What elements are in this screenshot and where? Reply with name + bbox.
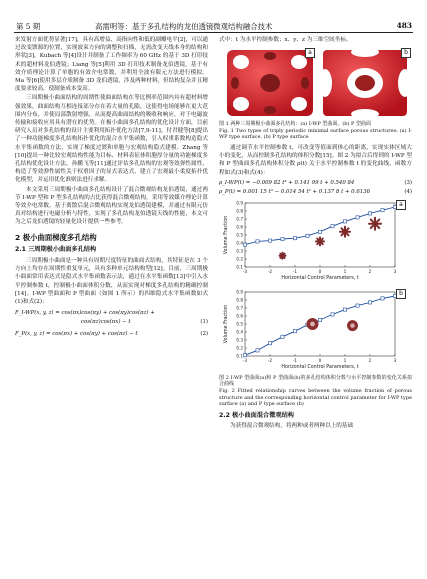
section-2-heading: 2 极小曲面梯度多孔结构 (15, 232, 97, 242)
y-tick-label: 0.3 (236, 337, 243, 343)
figure-2-caption-en: Fig. 2 Fitted relationship curves between the volume fraction of porous structure and the corresponding horizontal control parameter for I-WP type surface (a) and P type surface (b) (219, 387, 412, 408)
y-tick-label: 0.6 (236, 313, 243, 319)
data-point (343, 308, 346, 311)
iwp-cell-thumbnail (340, 227, 350, 237)
x-tick-label: 2 (368, 268, 372, 274)
data-point (331, 313, 334, 316)
equation-2-text: F_P(x, y, z) = cos(πx) + cos(πy) + cos(πz) − t (15, 331, 138, 338)
x-tick-label: -1 (292, 357, 298, 363)
y-tick-label: 0.7 (236, 305, 243, 311)
data-point (381, 208, 384, 211)
data-point (331, 224, 334, 227)
y-tick-label: 0.8 (236, 208, 243, 214)
data-point (256, 240, 259, 243)
iwp-cell-thumbnail (369, 218, 381, 230)
data-point (381, 297, 384, 300)
x-tick-label: 3 (393, 357, 397, 363)
equation-1-line-2 (15, 318, 208, 327)
p-cell-pore (310, 321, 315, 326)
x-tick-label: -1 (292, 268, 298, 274)
data-point (281, 335, 284, 338)
data-point (293, 329, 296, 332)
data-point (318, 230, 321, 233)
y-tick-label: 0.1 (236, 264, 243, 270)
y-tick-label: 0.2 (236, 256, 243, 262)
equation-3 (219, 179, 412, 188)
data-point (268, 239, 271, 242)
tpms-paragraph: 三周期极小曲面结构的周期性使曲面结构在等比例率范围内具有超材料增强效果，曲面结构互相连接部分存在着大量的孔隙，这使得电场能够在更大范围内分布，并使局部散射增强，从而提高曲面结构的吸收和响应，对于电磁波传输和接收应用具有潜在的优势。在极小曲面多孔结构的优化设计方面，目前研究人员对多孔结构的设计主要利用拓扑优化方法[7,9-11]。付君健等[8]提出了一种功能梯度多孔结构拓扑优化的混合水平集函数，引入权重系数构造隐式水平集函数的方法，实现了梯度过渡和单胞与宏观结构隐式建模。Zhang 等[10]提出一种比较宏观结构性能为目标、材料表征体积胞厚分量的功能梯度多孔结构优化设计方法，孙鹏飞等[11]通过评估多孔结构的宏观等效弹性属性，构造了等效弹性属性关于权重因子的显式表达式，建立了宏观最小柔度拓扑优化模型，并运用优化准则法进行求解。 (15, 95, 208, 184)
y-tick-label: 0.7 (236, 216, 243, 222)
x-tick-label: 2 (368, 357, 372, 363)
figure-2 (219, 199, 412, 375)
y-tick-label: 0.8 (236, 297, 243, 303)
data-point (368, 212, 371, 215)
p-cell-pore (350, 323, 354, 327)
x-tick-label: 3 (393, 268, 397, 274)
x-tick-label: -3 (242, 268, 248, 274)
data-point (318, 318, 321, 321)
data-point (268, 341, 271, 344)
data-point (306, 234, 309, 237)
x-tick-label: -2 (267, 357, 273, 363)
equation-2 (15, 330, 208, 339)
issue-label: 第 5 期 (16, 22, 41, 31)
y-tick-label: 0.4 (236, 240, 243, 246)
page-number: 483 (396, 21, 412, 30)
data-point (243, 243, 246, 246)
equation-3-text: ρ_I-WP(t) = −0.009 82 t³ + 0.141 99 t + 0.540 84 (219, 179, 355, 186)
y-tick-label: 0.2 (236, 345, 243, 351)
x-axis-label: Horizontal Control Parameters, t (281, 275, 359, 281)
header-rule (14, 32, 413, 33)
variable-definition: 式中：t 为水平控制参数；x、y、z 为三维空间坐标。 (219, 37, 352, 43)
equation-3-number: (3) (404, 179, 412, 186)
y-tick-label: 0.5 (236, 232, 243, 238)
equation-1-text: F_I-WP(x, y, z) = cos(πx)cos(πy) + cos(πy)cos(πz) + (15, 310, 155, 317)
iwp-cell-thumbnail (316, 237, 324, 245)
equation-1-number: (1) (200, 319, 208, 326)
figure-2-tag-a: a (396, 200, 406, 210)
figure-1-tag-b: b (401, 48, 411, 58)
figure-2-tag-b: b (396, 289, 406, 299)
method-paragraph: 本文采用三周期极小曲面多孔结构设计了混合微观结构龙伯透镜，通过两节 I-WP 型和 P 型多孔结构的占比获得混合微观结构，采用等效媒介理论计算等效介电常数，基于离散后混合微观结构实现龙伯透镜建模，并通过有限元仿真对结构进行电磁分析与特性，实现了多孔结构龙伯透镜天线的性能，本文可为之后龙伯透镜的轻量化设计提供一些参考。 (15, 186, 208, 226)
section-2-2-heading: 2.2 极小曲面混合微观结构 (219, 411, 294, 419)
y-tick-label: 0.1 (236, 353, 243, 359)
y-tick-label: 0.9 (236, 289, 243, 295)
equation-1-line-1 (15, 309, 208, 318)
data-point (293, 236, 296, 239)
running-title: 高需明等：基于多孔结构的龙伯透镜微观结构融合技术 (95, 22, 273, 31)
y-tick-label: 0.4 (236, 329, 243, 335)
y-axis-label: Volume Fraction (224, 304, 229, 344)
p-structure-image (318, 47, 412, 119)
iwp-structure-image (227, 50, 313, 116)
x-tick-label: -2 (267, 268, 273, 274)
volume-fraction-paragraph: 通过调节水平控制参数 t，可改变等值面到体心的距离，实现实体区域大小的变化，从而控制多孔结构的体积分数[15]。图 2 为拟合后得到的 I-WP 型和 P 型曲面多孔结构体积分数 ρ(t) 关于水平控制参数 t 的变化曲线，函数方程如式(3)和式(4)： (219, 144, 412, 176)
data-point (256, 349, 259, 352)
y-tick-label: 0.3 (236, 248, 243, 254)
x-tick-label: 1 (343, 268, 347, 274)
section-2-1-heading: 2.1 三周期极小曲面多孔结构 (15, 245, 97, 253)
figure-2-caption-cn: 图 2 I-WP 型曲面(a)和 P 型曲面(b)的多孔结构体积分数与水平控制参数的变化关系拟合曲线 (219, 374, 412, 388)
data-point (343, 220, 346, 223)
left-column (15, 36, 208, 339)
implicit-function-paragraph: 三周期极小曲面是一种具有周期尺度特征的曲面式结构，其特征是在 3 个方向上均存在周期性重复单元，具有多种单元结构构型[12]。目前，三周期极小曲面常用表达式是隐式水平集函数表示法，通过在水平集函数[13]中引入水平控制参数 t，控制极小曲面体积分数，从而实现对梯度多孔结构的精确控制[14]。I-WP 型曲面和 P 型曲面（如图 1 所示）的四维隐式水平集函数如式(1)和式(2)： (15, 258, 208, 306)
x-tick-label: 0 (318, 357, 322, 363)
equation-2-number: (2) (200, 331, 208, 338)
iwp-cell-thumbnail (280, 253, 286, 259)
data-point (281, 237, 284, 240)
equation-4-text: ρ_P(t) = 0.001 15 t³ − 0.014 54 t² + 0.137 8 t + 0.6136 (219, 188, 371, 195)
y-tick-label: 0.9 (236, 200, 243, 206)
figure-2-charts (219, 199, 412, 375)
equation-1-continuation: cos(πz)cos(πx) − t (81, 319, 131, 326)
data-point (368, 301, 371, 304)
data-point (356, 304, 359, 307)
x-tick-label: 0 (318, 268, 322, 274)
data-point (356, 216, 359, 219)
y-tick-label: 0.6 (236, 224, 243, 230)
x-tick-label: 1 (343, 357, 347, 363)
x-axis-label: Horizontal Control Parameters, t (281, 364, 359, 370)
figure-1-caption-en: Fig. 1 Two types of triply periodic minimal surface porous structures: (a) I-WP type surface, (b) P type surface (219, 127, 412, 141)
figure-1-tag-a: a (305, 48, 315, 58)
right-column (219, 36, 412, 430)
equation-4 (219, 188, 412, 197)
figure-1-caption-cn: 图 1 两种三周期极小曲面多孔结构：(a) I-WP 型曲面，(b) P 型曲面 (219, 121, 371, 128)
y-axis-label: Volume Fraction (224, 215, 229, 255)
figure-1-graphics (219, 46, 412, 120)
hybrid-structure-paragraph: 为获得混合微观结构，将两种或者两种以上的基础 (230, 422, 354, 429)
fitted-curve (245, 296, 395, 355)
intro-paragraph: 来发射方面优势显著[17]，具有高增益、高指向性和低的副瓣电平[2]，可以通过改变馈源的位置，实现波束方向的调整和扫描，无需改变天线本身的结构和形状[3]。Kubach 等[4]设计并制备了工作频率为 60 GHz 的基于 3D 打印技术的超材料龙伯透镜；Liang 等[5]利用 3D 打印技术制备龙伯透镜，基于有效介质理论计算了单胞的有效介电常数，并利用全波有限元方法进行模拟。Ma 等[6]使用多层介质制备 3D 龙伯透镜，涉及两种材料，但结构复杂并且精度要求较高，使制备成本变高。 (15, 37, 208, 93)
figure-1 (219, 46, 412, 120)
x-tick-label: -3 (242, 357, 248, 363)
y-tick-label: 0.5 (236, 321, 243, 327)
equation-4-number: (4) (404, 188, 412, 195)
data-point (243, 353, 246, 356)
